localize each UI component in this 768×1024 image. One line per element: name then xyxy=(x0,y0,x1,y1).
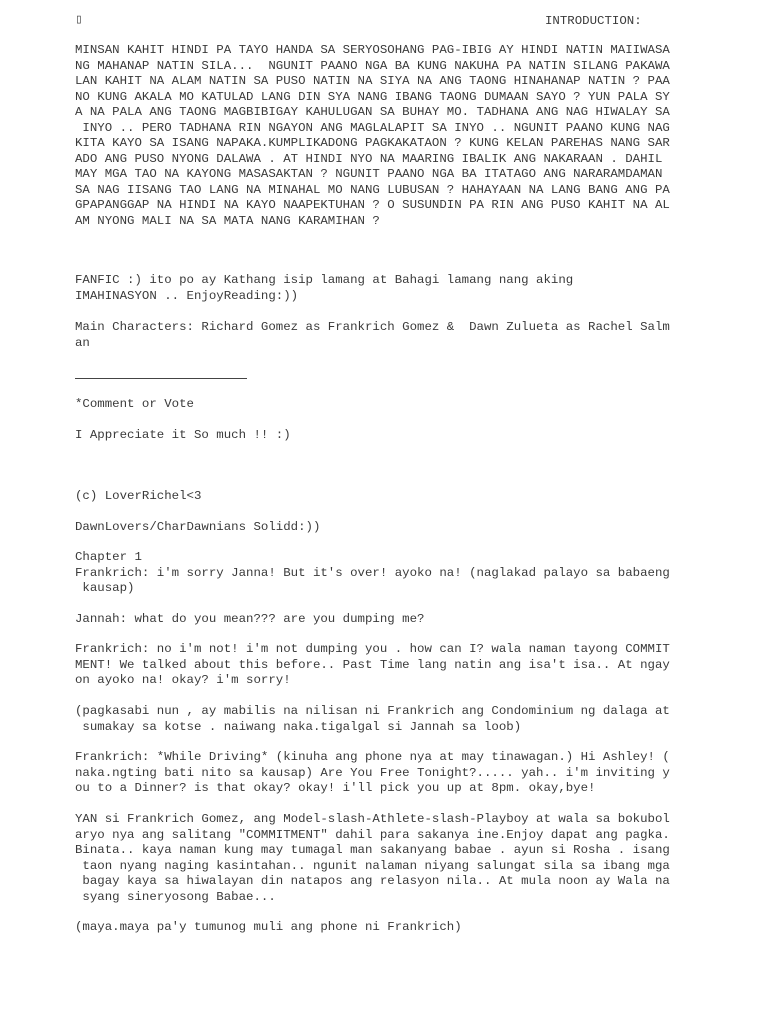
text-line: ou to a Dinner? is that okay? okay! i'll pick you up at 8pm. okay,bye! xyxy=(75,781,596,796)
text-line: Frankrich: *While Driving* (kinuha ang phone nya at may tinawagan.) Hi Ashley! ( xyxy=(75,750,670,764)
text-line: INYO .. PERO TADHANA RIN NGAYON ANG MAGLALAPIT SA INYO .. NGUNIT PAANO KUNG NAG xyxy=(75,120,670,135)
text-line: MINSAN KAHIT HINDI PA TAYO HANDA SA SERYOSOHANG PAG-IBIG AY HINDI NATIN MAIIWASA xyxy=(75,43,670,57)
text-line: ADO ANG PUSO NYONG DALAWA . AT HINDI NYO NA MAARING IBALIK ANG NAKARAAN . DAHIL xyxy=(75,151,663,166)
appreciation-note: I Appreciate it So much !! :) xyxy=(75,428,291,442)
text-line: MENT! We talked about this before.. Past Time lang natin ang isa't isa.. At ngay xyxy=(75,657,670,672)
chapter-opening xyxy=(75,550,675,597)
jannah-dialogue: Jannah: what do you mean??? are you dumping me? xyxy=(75,612,425,626)
text-line: GPAPANGGAP NA HINDI NA KAYO NAAPEKTUHAN ? O SUSUNDIN PA RIN ANG PUSO KAHIT NA AL xyxy=(75,198,670,213)
text-line: A NA PALA ANG TAONG MAGBIBIGAY KAHULUGAN SA BUHAY MO. TADHANA ANG NAG HIWALAY SA xyxy=(75,105,670,120)
text-line: on ayoko na! okay? i'm sorry! xyxy=(75,673,291,688)
narration-profile xyxy=(75,812,675,905)
text-line: syang sineryosong Babae... xyxy=(75,889,276,904)
text-line: Frankrich: i'm sorry Janna! But it's over! ayoko na! (naglakad palayo sa babaeng xyxy=(75,565,670,580)
text-line: KITA KAYO SA ISANG NAPAKA.KUMPLIKADONG PAGKAKATAON ? KUNG KELAN PAREHAS NANG SAR xyxy=(75,136,670,151)
divider-line xyxy=(75,378,247,379)
text-line: NG MAHANAP NATIN SILA... NGUNIT PAANO NGA BA KUNG NAKUHA PA NATIN SILANG PAKAWA xyxy=(75,58,670,73)
text-line: NO KUNG AKALA MO KATULAD LANG DIN SYA NANG IBANG TAONG DUMAAN SAYO ? YUN PALA SY xyxy=(75,89,670,104)
text-line: LAN KAHIT NA ALAM NATIN SA PUSO NATIN NA SIYA NA ANG TAONG HINAHANAP NATIN ? PAA xyxy=(75,74,670,89)
text-line: Main Characters: Richard Gomez as Frankrich Gomez & Dawn Zulueta as Rachel Salm xyxy=(75,320,670,334)
main-characters xyxy=(75,320,675,351)
text-line: bagay kaya sa hiwalayan din natapos ang relasyon nila.. At mula noon ay Wala na xyxy=(75,874,670,889)
text-line: Frankrich: no i'm not! i'm not dumping you . how can I? wala naman tayong COMMIT xyxy=(75,642,670,656)
text-line: naka.ngting bati nito sa kausap) Are You Free Tonight?..... yah.. i'm inviting y xyxy=(75,765,670,780)
fans-line: DawnLovers/CharDawnians Solidd:)) xyxy=(75,520,321,534)
narration-leaving xyxy=(75,704,675,735)
text-line: taon nyang naging kasintahan.. ngunit nalaman niyang salungat sila sa ibang mga xyxy=(75,858,670,873)
text-line: (pagkasabi nun , ay mabilis na nilisan ni Frankrich ang Condominium ng dalaga at xyxy=(75,704,670,718)
text-line: an xyxy=(75,335,90,350)
text-line: Chapter 1 xyxy=(75,550,142,564)
intro-paragraph xyxy=(75,43,675,230)
text-line: kausap) xyxy=(75,581,135,596)
missing-glyph-icon: ▯ xyxy=(75,12,83,27)
text-line: SA NAG IISANG TAO LANG NA MINAHAL MO NANG LUBUSAN ? HAHAYAAN NA LANG BANG ANG PA xyxy=(75,182,670,197)
page-title: INTRODUCTION: xyxy=(545,14,642,28)
text-line: aryo nya ang salitang "COMMITMENT" dahil para sakanya ine.Enjoy dapat ang pagka. xyxy=(75,827,670,842)
fanfic-note xyxy=(75,273,675,304)
copyright-line: (c) LoverRichel<3 xyxy=(75,489,202,503)
text-line: MAY MGA TAO NA KAYONG MASASAKTAN ? NGUNIT PAANO NGA BA ITATAGO ANG NARARAMDAMAN xyxy=(75,167,663,182)
text-line: IMAHINASYON .. EnjoyReading:)) xyxy=(75,288,299,303)
text-line: sumakay sa kotse . naiwang naka.tigalgal si Jannah sa loob) xyxy=(75,719,522,734)
text-line: AM NYONG MALI NA SA MATA NANG KARAMIHAN ? xyxy=(75,214,380,229)
text-line: FANFIC :) ito po ay Kathang isip lamang at Bahagi lamang nang aking xyxy=(75,273,574,287)
comment-or-vote: *Comment or Vote xyxy=(75,397,194,411)
driving-dialogue xyxy=(75,750,675,797)
narration-phone: (maya.maya pa'y tumunog muli ang phone ni Frankrich) xyxy=(75,920,462,934)
frankrich-reply xyxy=(75,642,675,689)
text-line: YAN si Frankrich Gomez, ang Model-slash-Athlete-slash-Playboy at wala sa bokubol xyxy=(75,812,670,826)
text-line: Binata.. kaya naman kung may tumagal man sakanyang babae . ayun si Rosha . isang xyxy=(75,843,670,858)
